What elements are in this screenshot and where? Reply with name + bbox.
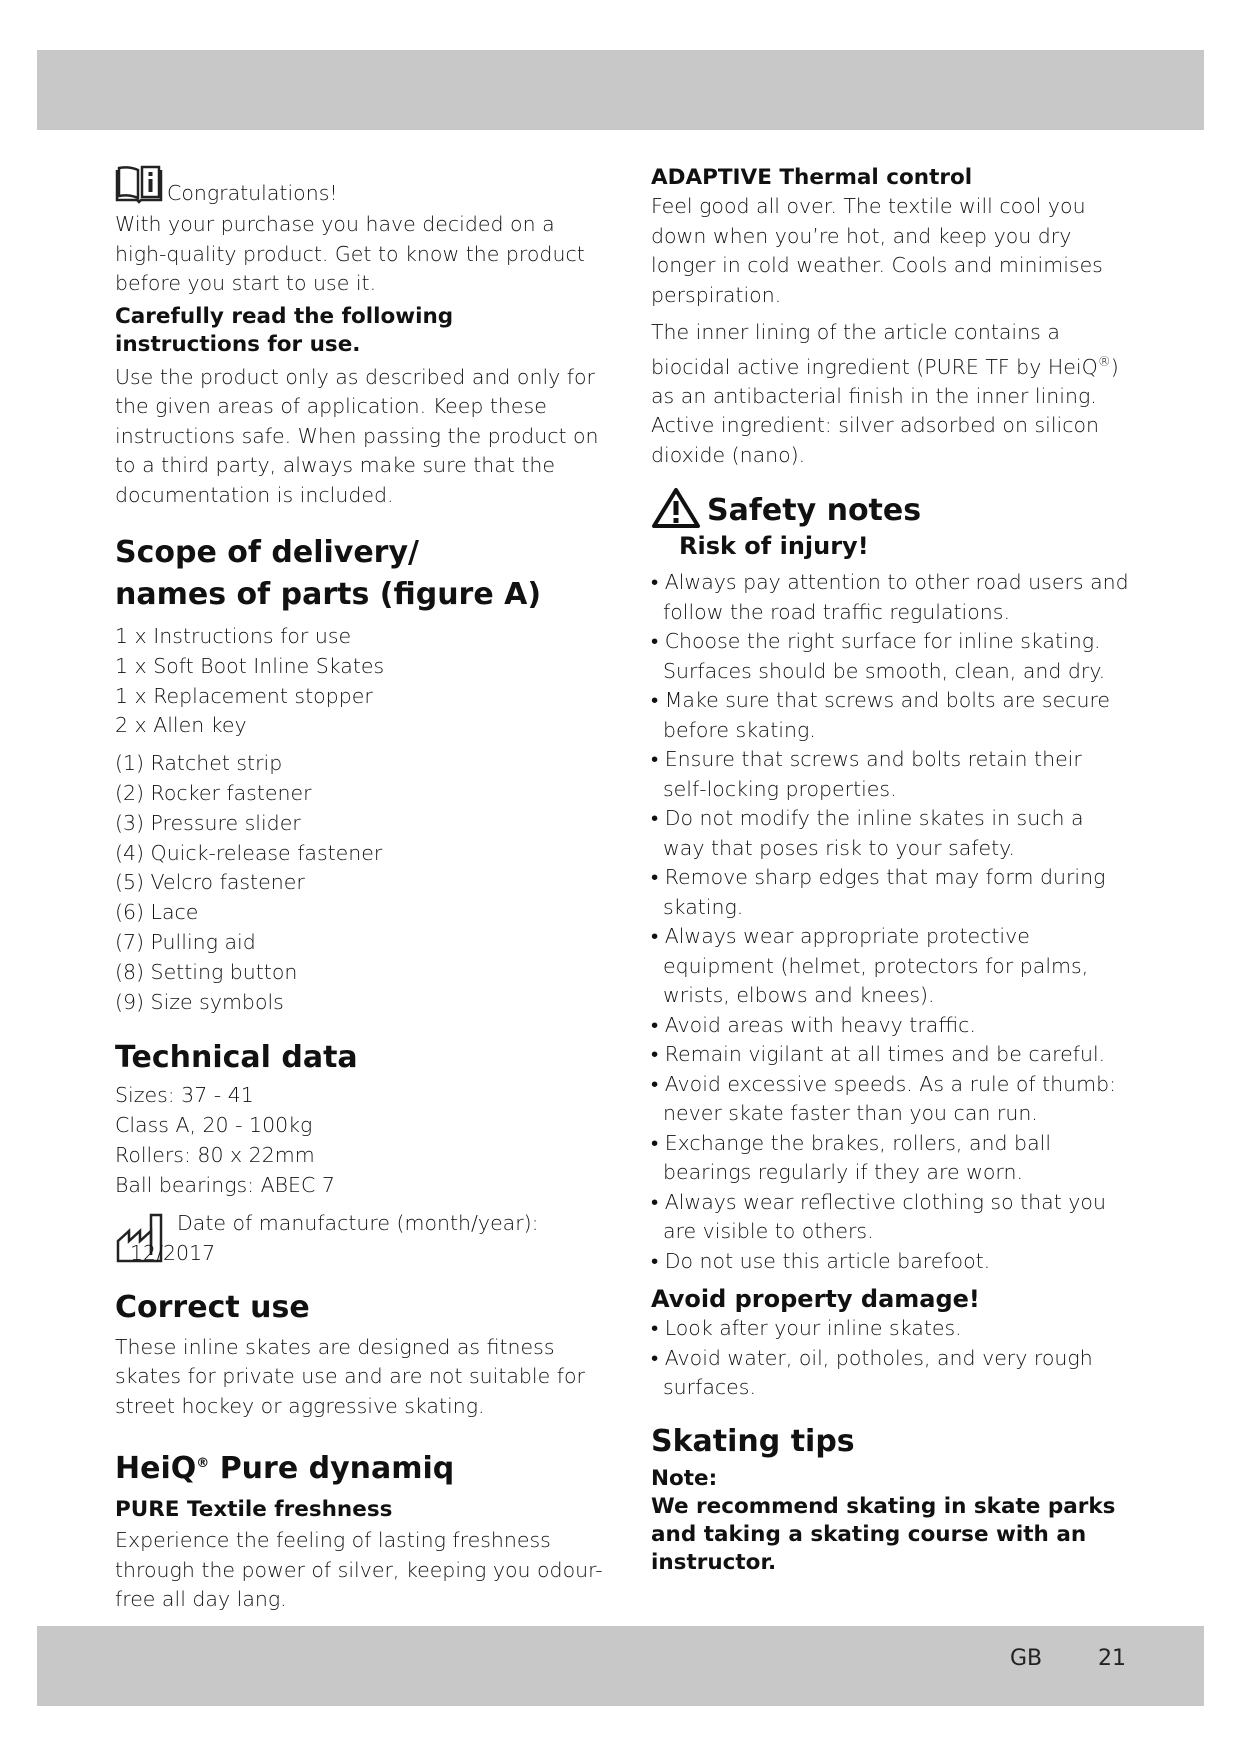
list-item: • Do not use this article barefoot. (651, 1247, 1129, 1277)
list-item: • Choose the right surface for inline skating. Surfaces should be smooth, clean, and dry. (651, 627, 1129, 686)
registered-mark: ® (1097, 354, 1111, 370)
list-item: • Remove sharp edges that may form during skating. (651, 863, 1129, 922)
list-item: Sizes: 37 - 41 (115, 1083, 254, 1108)
scope-heading (115, 532, 605, 616)
list-item: • Always pay attention to other road users and follow the road traffic regulations. (651, 568, 1129, 627)
warning-triangle-icon (651, 487, 701, 533)
biocide-text (651, 318, 1129, 411)
list-item: (6) Lace (115, 900, 199, 925)
manufacture-value: 12/2017 (130, 1240, 216, 1265)
parts-list (115, 749, 605, 1017)
list-item: (3) Pressure slider (115, 810, 301, 835)
left-column (115, 160, 605, 1615)
right-column (651, 160, 1129, 1577)
page-number: 21 (1098, 1646, 1126, 1671)
header-band (37, 50, 1204, 130)
correct-use-text: These inline skates are designed as fitness skates for private use and are not suitable for street hockey or aggressive skating. (115, 1334, 585, 1418)
pure-textile-subtitle: PURE Textile freshness (115, 1497, 393, 1523)
list-item: 2 x Allen key (115, 713, 247, 738)
note-label: Note: (651, 1465, 718, 1491)
list-item: • Do not modify the inline skates in such a way that poses risk to your safety. (651, 804, 1129, 863)
list-item: (8) Setting button (115, 959, 298, 984)
skating-tips-heading: Skating tips (651, 1423, 855, 1459)
note-text: We recommend skating in skate parks and taking a skating course with an instructor. (651, 1493, 1116, 1575)
technical-list (115, 1081, 605, 1200)
manufacture-label: Date of manufacture (month/year): (177, 1210, 539, 1235)
list-item: Class A, 20 - 100kg (115, 1113, 313, 1138)
list-item: • Avoid water, oil, potholes, and very rough surfaces. (651, 1344, 1129, 1403)
adaptive-text: Feel good all over. The textile will cool you down when you’re hot, and keep you dry longer in cold weather. Cools and minimises perspiration. (651, 194, 1103, 307)
list-item: 1 x Instructions for use (115, 624, 352, 648)
list-item: (5) Velcro fastener (115, 870, 305, 895)
safety-bullets (651, 568, 1129, 1276)
list-item: (4) Quick-release fastener (115, 840, 383, 865)
list-item: (7) Pulling aid (115, 929, 256, 954)
heiq-heading (115, 1443, 605, 1490)
list-item: • Avoid excessive speeds. As a rule of thumb: never skate faster than you can run. (651, 1070, 1129, 1129)
list-item: 1 x Soft Boot Inline Skates (115, 653, 385, 678)
scope-title-line2: names of parts (figure A) (115, 577, 542, 612)
manufacture-date (115, 1207, 605, 1271)
list-item: (2) Rocker fastener (115, 780, 312, 805)
intro-paragraph: With your purchase you have decided on a high-quality product. Get to know the product before you start to use it. (115, 212, 585, 295)
technical-heading: Technical data (115, 1040, 358, 1076)
biocide-pre: The inner lining of the article contains a biocidal active ingredient (PURE TF by HeiQ (651, 320, 1098, 379)
heiq-title-rest: Pure dynamiq (209, 1451, 455, 1487)
usage-paragraph: Use the product only as described and only for the given areas of application. Keep these instructions safe. When passing the product on to a third party, always make sure that the documentation is included. (115, 364, 599, 507)
list-item: • Look after your inline skates. (651, 1314, 1129, 1344)
list-item: • Always wear appropriate protective equipment (helmet, protectors for palms, wrists, elbows and knees). (651, 922, 1129, 1011)
heiq-brand: HeiQ (115, 1451, 197, 1487)
language-code: GB (1010, 1646, 1043, 1671)
registered-mark: ® (196, 1456, 210, 1472)
list-item: Rollers: 80 x 22mm (115, 1142, 315, 1167)
list-item: • Make sure that screws and bolts are secure before skating. (651, 686, 1129, 745)
safety-heading (651, 490, 1129, 530)
risk-of-injury: Risk of injury! (679, 532, 869, 561)
adaptive-heading: ADAPTIVE Thermal control (651, 165, 973, 190)
list-item: Ball bearings: ABEC 7 (115, 1172, 335, 1197)
property-bullets (651, 1314, 1129, 1403)
info-book-icon (115, 164, 163, 208)
list-item: • Exchange the brakes, rollers, and ball bearings regularly if they are worn. (651, 1129, 1129, 1188)
list-item: • Remain vigilant at all times and be careful. (651, 1040, 1129, 1070)
biocide-post: ) as an antibacterial finish in the inner lining. (651, 354, 1119, 408)
safety-title: Safety notes (707, 492, 922, 528)
list-item: • Always wear reflective clothing so that you are visible to others. (651, 1188, 1129, 1247)
intro-heading (115, 160, 605, 208)
read-instructions-note: Carefully read the following instructions for use. (115, 303, 454, 357)
heiq-text: Experience the feeling of lasting freshness through the power of silver, keeping you odour-free all day lang. (115, 1528, 603, 1612)
correct-use-heading: Correct use (115, 1289, 310, 1325)
property-damage-heading: Avoid property damage! (651, 1285, 980, 1314)
list-item: • Ensure that screws and bolts retain their self-locking properties. (651, 745, 1129, 804)
list-item: (9) Size symbols (115, 989, 284, 1014)
congratulations-text: Congratulations! (167, 180, 338, 205)
scope-title-line1: Scope of delivery/ (115, 535, 419, 570)
list-item: • Avoid areas with heavy traffic. (651, 1011, 1129, 1041)
list-item: (1) Ratchet strip (115, 751, 283, 776)
list-item: 1 x Replacement stopper (115, 683, 373, 708)
delivery-list (115, 622, 605, 741)
active-ingredient-text: Active ingredient: silver adsorbed on silicon dioxide (nano). (651, 413, 1100, 467)
